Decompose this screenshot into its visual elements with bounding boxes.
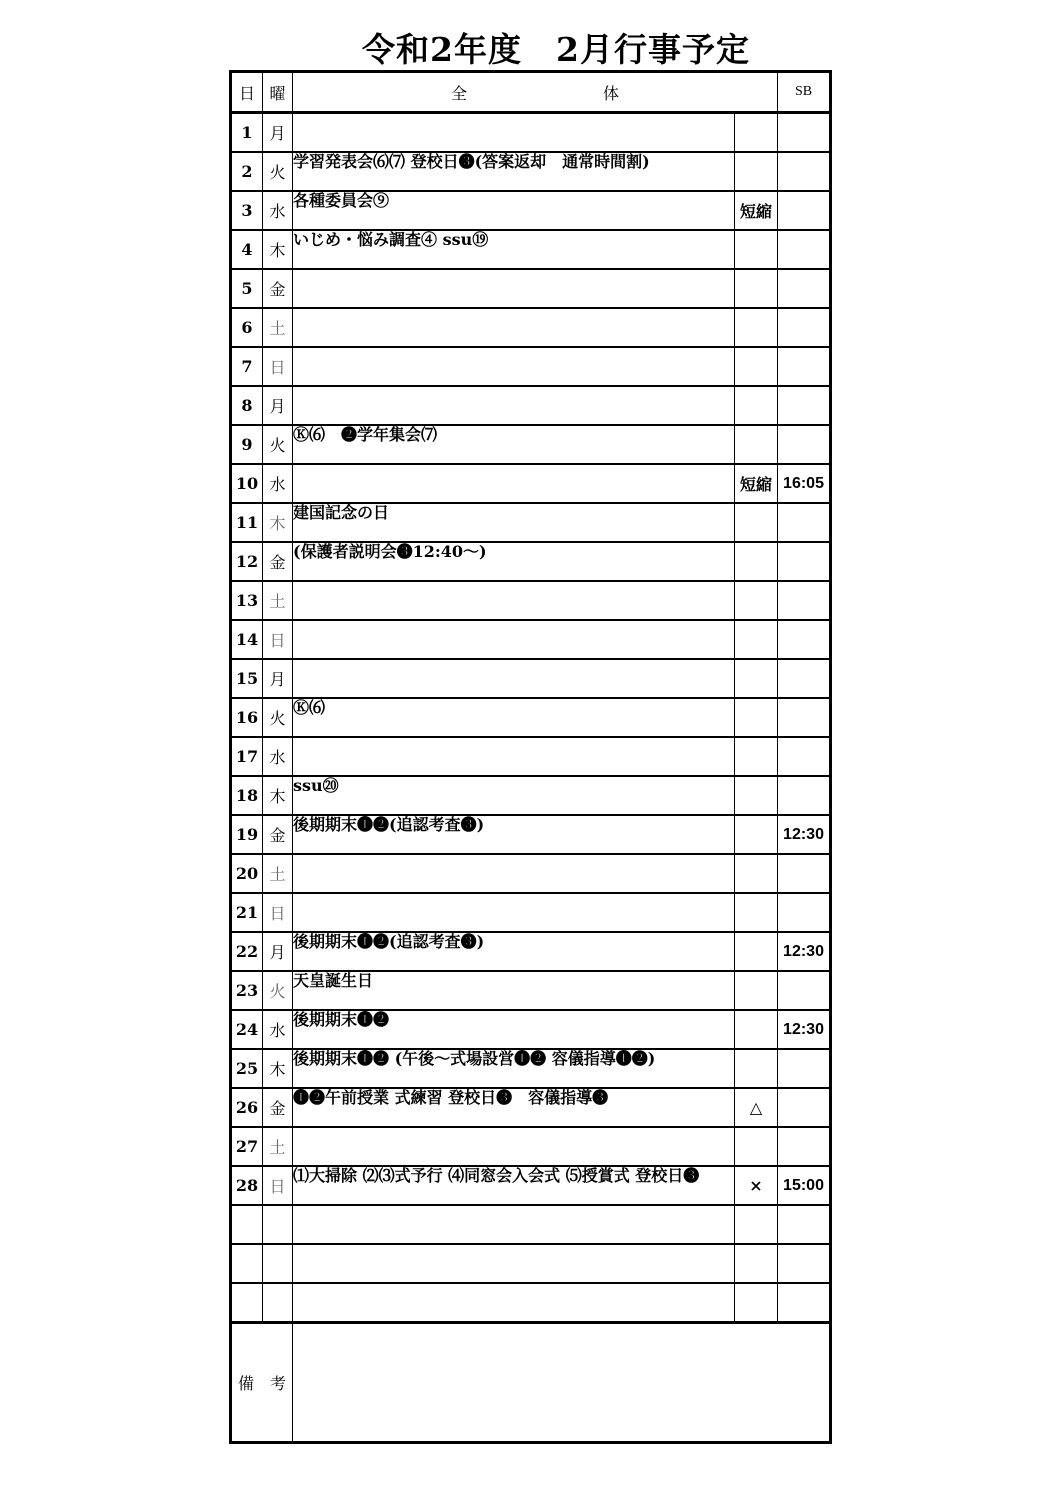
event-cell: 各種委員会⑨ (293, 191, 735, 230)
sb-cell (778, 854, 831, 893)
sb-cell (778, 659, 831, 698)
day-cell: 4 (231, 230, 263, 269)
table-row (231, 386, 831, 425)
event-cell (293, 1283, 735, 1323)
sb-cell (778, 1205, 831, 1244)
table-row (231, 191, 831, 230)
day-cell: 2 (231, 152, 263, 191)
day-cell (231, 1205, 263, 1244)
day-cell: 18 (231, 776, 263, 815)
event-cell (293, 581, 735, 620)
day-cell: 19 (231, 815, 263, 854)
event-cell: 後期期末❶❷ (293, 1010, 735, 1049)
header-day: 日 (231, 72, 263, 113)
mark-cell (735, 503, 778, 542)
mark-cell (735, 932, 778, 971)
dow-cell: 日 (263, 347, 293, 386)
day-cell: 23 (231, 971, 263, 1010)
mark-cell (735, 113, 778, 153)
mark-cell: × (735, 1166, 778, 1205)
mark-cell (735, 152, 778, 191)
dow-cell: 木 (263, 503, 293, 542)
dow-cell: 木 (263, 230, 293, 269)
notes-content (293, 1323, 831, 1443)
day-cell: 24 (231, 1010, 263, 1049)
sb-cell (778, 1244, 831, 1283)
table-row (231, 1166, 831, 1205)
table-row (231, 698, 831, 737)
notes-label: 備 考 (231, 1323, 293, 1443)
event-cell: 後期期末❶❷(追認考査❸) (293, 932, 735, 971)
event-cell: ⑴大掃除 ⑵⑶式予行 ⑷同窓会入会式 ⑸授賞式 登校日❸ (293, 1166, 735, 1205)
sb-cell (778, 542, 831, 581)
table-row (231, 113, 831, 153)
dow-cell: 水 (263, 191, 293, 230)
mark-cell (735, 542, 778, 581)
day-cell: 12 (231, 542, 263, 581)
day-cell: 15 (231, 659, 263, 698)
table-row (231, 1283, 831, 1323)
event-cell (293, 893, 735, 932)
day-cell: 26 (231, 1088, 263, 1127)
dow-cell: 水 (263, 464, 293, 503)
event-cell: 建国記念の日 (293, 503, 735, 542)
sb-cell (778, 1127, 831, 1166)
table-row (231, 464, 831, 503)
sb-cell (778, 620, 831, 659)
table-row (231, 308, 831, 347)
sb-cell (778, 230, 831, 269)
dow-cell: 土 (263, 308, 293, 347)
event-cell: 後期期末❶❷ (午後～式場設営❶❷ 容儀指導❶❷) (293, 1049, 735, 1088)
event-cell: 学習発表会⑹⑺ 登校日❸(答案返却 通常時間割) (293, 152, 735, 191)
event-cell (293, 1244, 735, 1283)
day-cell: 14 (231, 620, 263, 659)
sb-cell: 12:30 (778, 932, 831, 971)
event-cell: 後期期末❶❷(追認考査❸) (293, 815, 735, 854)
sb-cell: 12:30 (778, 815, 831, 854)
mark-cell (735, 1205, 778, 1244)
table-row (231, 737, 831, 776)
table-row (231, 971, 831, 1010)
dow-cell: 土 (263, 1127, 293, 1166)
day-cell: 9 (231, 425, 263, 464)
sb-cell (778, 308, 831, 347)
day-cell: 6 (231, 308, 263, 347)
mark-cell (735, 620, 778, 659)
sb-cell (778, 698, 831, 737)
table-row (231, 1244, 831, 1283)
sb-cell (778, 1049, 831, 1088)
sb-cell (778, 191, 831, 230)
event-cell: いじめ・悩み調査④ ssu⑲ (293, 230, 735, 269)
dow-cell: 日 (263, 893, 293, 932)
day-cell: 17 (231, 737, 263, 776)
dow-cell: 金 (263, 1088, 293, 1127)
mark-cell (735, 893, 778, 932)
mark-cell (735, 776, 778, 815)
day-cell: 13 (231, 581, 263, 620)
header-sb: SB (778, 72, 831, 113)
header-row (231, 72, 831, 113)
dow-cell: 月 (263, 113, 293, 153)
mark-cell (735, 737, 778, 776)
day-cell: 8 (231, 386, 263, 425)
day-cell (231, 1244, 263, 1283)
sb-cell: 12:30 (778, 1010, 831, 1049)
event-cell (293, 113, 735, 153)
sb-cell: 15:00 (778, 1166, 831, 1205)
table-row (231, 503, 831, 542)
table-row (231, 1049, 831, 1088)
event-cell (293, 347, 735, 386)
table-row (231, 542, 831, 581)
event-cell (293, 1205, 735, 1244)
dow-cell: 木 (263, 776, 293, 815)
day-cell: 16 (231, 698, 263, 737)
day-cell: 1 (231, 113, 263, 153)
table-row (231, 425, 831, 464)
dow-cell: 月 (263, 386, 293, 425)
page-title: 令和2年度 2月行事予定 (362, 30, 750, 69)
mark-cell (735, 386, 778, 425)
dow-cell: 火 (263, 152, 293, 191)
table-row (231, 1127, 831, 1166)
header-dow: 曜 (263, 72, 293, 113)
sb-cell (778, 581, 831, 620)
dow-cell: 火 (263, 971, 293, 1010)
mark-cell (735, 425, 778, 464)
mark-cell (735, 347, 778, 386)
table-row (231, 1205, 831, 1244)
table-row (231, 659, 831, 698)
day-cell: 3 (231, 191, 263, 230)
event-cell (293, 1127, 735, 1166)
mark-cell (735, 308, 778, 347)
dow-cell: 金 (263, 542, 293, 581)
day-cell: 25 (231, 1049, 263, 1088)
table-row (231, 1010, 831, 1049)
dow-cell: 火 (263, 425, 293, 464)
sb-cell (778, 425, 831, 464)
dow-cell: 水 (263, 1010, 293, 1049)
dow-cell: 木 (263, 1049, 293, 1088)
dow-cell: 火 (263, 698, 293, 737)
table-row (231, 932, 831, 971)
mark-cell (735, 1244, 778, 1283)
header-overall: 全 体 (293, 72, 778, 113)
mark-cell (735, 815, 778, 854)
sb-cell (778, 776, 831, 815)
mark-cell (735, 1010, 778, 1049)
table-row (231, 854, 831, 893)
event-cell (293, 620, 735, 659)
dow-cell: 月 (263, 932, 293, 971)
event-cell: 天皇誕生日 (293, 971, 735, 1010)
sb-cell: 16:05 (778, 464, 831, 503)
dow-cell: 水 (263, 737, 293, 776)
dow-cell: 日 (263, 620, 293, 659)
mark-cell: 短縮 (735, 464, 778, 503)
mark-cell (735, 581, 778, 620)
event-cell: ❶❷午前授業 式練習 登校日❸ 容儀指導❸ (293, 1088, 735, 1127)
sb-cell (778, 893, 831, 932)
sb-cell (778, 269, 831, 308)
day-cell: 21 (231, 893, 263, 932)
event-cell: Ⓚ⑹ (293, 698, 735, 737)
day-cell: 22 (231, 932, 263, 971)
event-cell (293, 854, 735, 893)
mark-cell (735, 1283, 778, 1323)
day-cell: 27 (231, 1127, 263, 1166)
dow-cell: 金 (263, 269, 293, 308)
day-cell: 5 (231, 269, 263, 308)
day-cell: 20 (231, 854, 263, 893)
dow-cell: 日 (263, 1166, 293, 1205)
dow-cell: 月 (263, 659, 293, 698)
sb-cell (778, 386, 831, 425)
sb-cell (778, 737, 831, 776)
event-cell (293, 659, 735, 698)
event-cell: ssu⑳ (293, 776, 735, 815)
event-cell (293, 269, 735, 308)
dow-cell (263, 1283, 293, 1323)
dow-cell (263, 1205, 293, 1244)
sb-cell (778, 503, 831, 542)
day-cell: 11 (231, 503, 263, 542)
mark-cell: 短縮 (735, 191, 778, 230)
event-cell (293, 737, 735, 776)
table-row (231, 347, 831, 386)
mark-cell (735, 854, 778, 893)
mark-cell (735, 659, 778, 698)
table-row (231, 1088, 831, 1127)
mark-cell (735, 971, 778, 1010)
table-row (231, 230, 831, 269)
day-cell (231, 1283, 263, 1323)
sb-cell (778, 347, 831, 386)
event-cell (293, 464, 735, 503)
table-row (231, 776, 831, 815)
mark-cell (735, 1127, 778, 1166)
event-cell: (保護者説明会❸12:40～) (293, 542, 735, 581)
mark-cell (735, 230, 778, 269)
day-cell: 10 (231, 464, 263, 503)
mark-cell (735, 269, 778, 308)
sb-cell (778, 1088, 831, 1127)
table-row (231, 620, 831, 659)
schedule-table (229, 70, 832, 1444)
table-row (231, 581, 831, 620)
table-row (231, 893, 831, 932)
table-row (231, 152, 831, 191)
sb-cell (778, 971, 831, 1010)
table-row (231, 269, 831, 308)
event-cell: Ⓚ⑹ ❷学年集会⑺ (293, 425, 735, 464)
day-cell: 7 (231, 347, 263, 386)
table-row (231, 815, 831, 854)
day-cell: 28 (231, 1166, 263, 1205)
mark-cell: △ (735, 1088, 778, 1127)
mark-cell (735, 1049, 778, 1088)
dow-cell (263, 1244, 293, 1283)
sb-cell (778, 113, 831, 153)
sb-cell (778, 152, 831, 191)
mark-cell (735, 698, 778, 737)
sb-cell (778, 1283, 831, 1323)
dow-cell: 土 (263, 854, 293, 893)
notes-row (231, 1323, 831, 1443)
event-cell (293, 308, 735, 347)
dow-cell: 金 (263, 815, 293, 854)
dow-cell: 土 (263, 581, 293, 620)
event-cell (293, 386, 735, 425)
